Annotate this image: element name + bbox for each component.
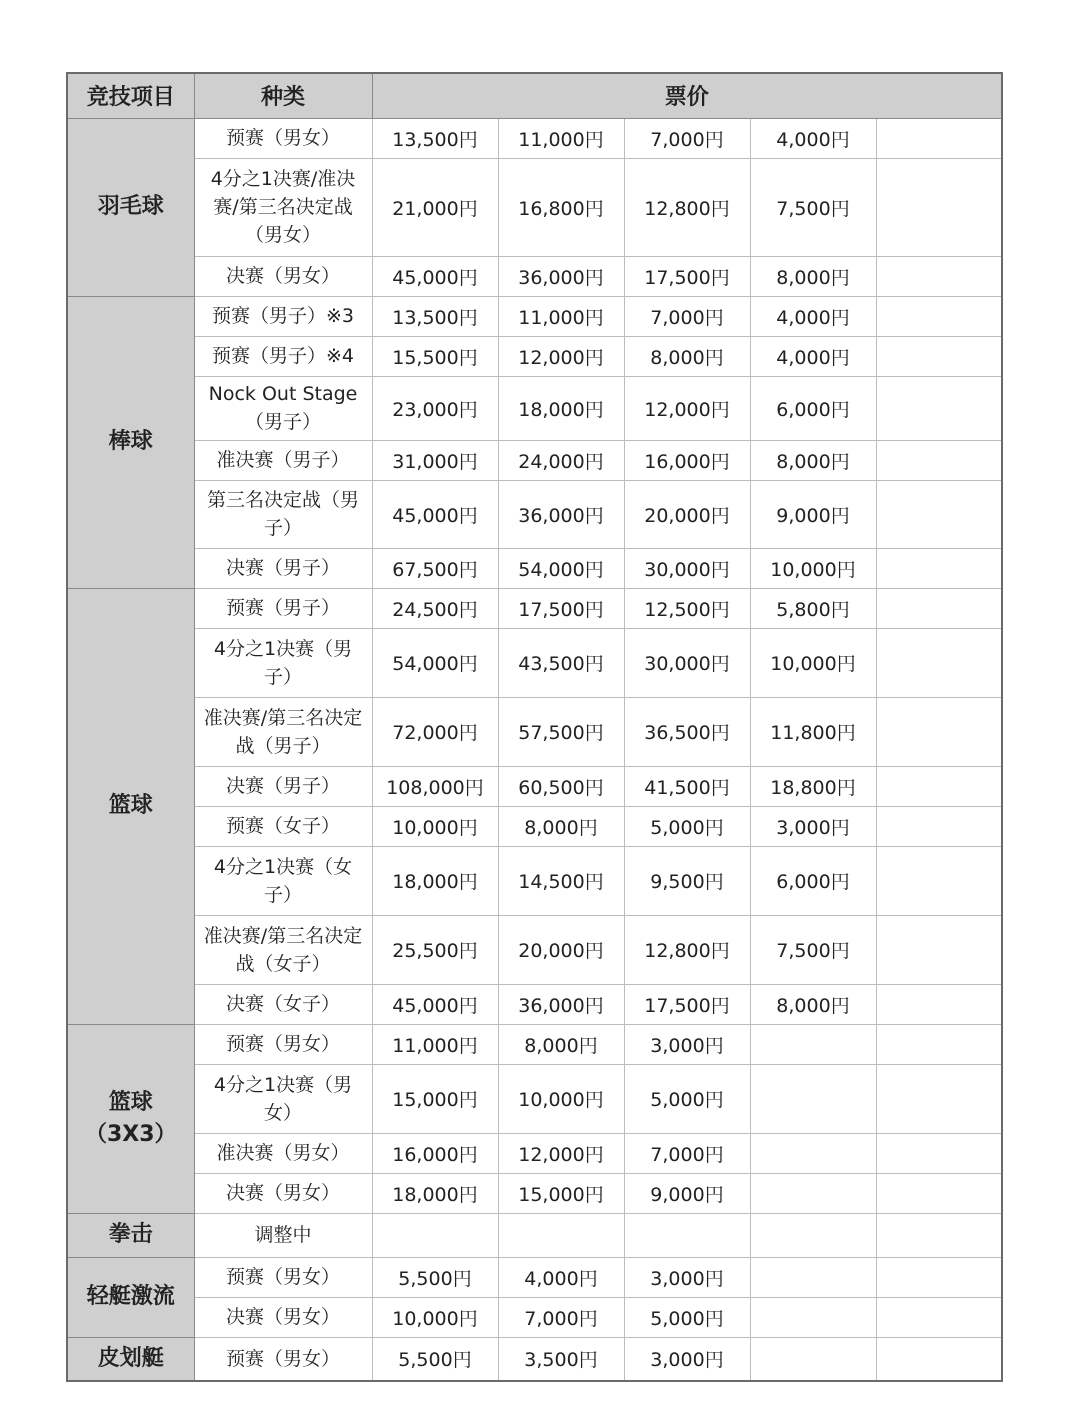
price-cell: 54,000円 — [498, 548, 624, 588]
price-cell: 16,000円 — [372, 1133, 498, 1173]
price-cell — [372, 1213, 498, 1257]
price-cell: 3,500円 — [498, 1337, 624, 1381]
price-cell: 45,000円 — [372, 984, 498, 1024]
price-cell: 8,000円 — [750, 984, 876, 1024]
price-cell: 11,000円 — [498, 118, 624, 158]
event-type-cell: 预赛（男子）※4 — [194, 336, 372, 376]
price-cell — [750, 1213, 876, 1257]
price-cell: 5,000円 — [624, 1064, 750, 1133]
table-row — [67, 1024, 1002, 1064]
price-cell: 10,000円 — [750, 628, 876, 697]
price-cell: 36,000円 — [498, 256, 624, 296]
event-type-cell: 决赛（女子） — [194, 984, 372, 1024]
table-row — [67, 766, 1002, 806]
price-cell: 41,500円 — [624, 766, 750, 806]
price-cell: 7,000円 — [498, 1297, 624, 1337]
price-cell: 21,000円 — [372, 158, 498, 256]
price-cell: 67,500円 — [372, 548, 498, 588]
price-cell: 12,000円 — [624, 376, 750, 440]
event-type-cell: 4分之1决赛/准决赛/第三名决定战（男女） — [194, 158, 372, 256]
price-cell — [750, 1024, 876, 1064]
sport-name-cell: 篮球 — [67, 588, 194, 1024]
price-cell: 5,800円 — [750, 588, 876, 628]
sport-name-cell: 棒球 — [67, 296, 194, 588]
price-cell: 3,000円 — [624, 1024, 750, 1064]
price-cell: 4,000円 — [750, 296, 876, 336]
header-sport: 竞技项目 — [67, 73, 194, 118]
price-cell — [876, 846, 1002, 915]
price-cell: 8,000円 — [624, 336, 750, 376]
price-cell — [876, 697, 1002, 766]
table-row — [67, 440, 1002, 480]
price-cell: 7,500円 — [750, 915, 876, 984]
table-row — [67, 1064, 1002, 1133]
price-cell — [876, 628, 1002, 697]
price-cell: 17,500円 — [624, 984, 750, 1024]
event-type-cell: 4分之1决赛（男子） — [194, 628, 372, 697]
price-cell: 8,000円 — [498, 1024, 624, 1064]
event-type-cell: 决赛（男女） — [194, 1173, 372, 1213]
price-cell: 10,000円 — [372, 806, 498, 846]
price-cell: 9,500円 — [624, 846, 750, 915]
price-cell: 8,000円 — [498, 806, 624, 846]
price-cell — [750, 1297, 876, 1337]
price-cell — [876, 1173, 1002, 1213]
table-row — [67, 915, 1002, 984]
price-cell: 45,000円 — [372, 480, 498, 548]
price-cell — [876, 118, 1002, 158]
ticket-price-table — [66, 72, 1003, 1382]
price-cell: 30,000円 — [624, 548, 750, 588]
price-cell — [750, 1133, 876, 1173]
event-type-cell: 准决赛（男女） — [194, 1133, 372, 1173]
price-cell: 11,000円 — [372, 1024, 498, 1064]
event-type-cell: 预赛（男子） — [194, 588, 372, 628]
price-cell: 13,500円 — [372, 118, 498, 158]
price-cell: 36,000円 — [498, 984, 624, 1024]
price-cell: 7,000円 — [624, 118, 750, 158]
price-cell — [876, 296, 1002, 336]
price-cell: 16,000円 — [624, 440, 750, 480]
price-cell: 20,000円 — [624, 480, 750, 548]
price-cell — [876, 588, 1002, 628]
table-row — [67, 1337, 1002, 1381]
price-cell: 17,500円 — [624, 256, 750, 296]
table-row — [67, 480, 1002, 548]
price-cell: 16,800円 — [498, 158, 624, 256]
price-cell — [876, 158, 1002, 256]
event-type-cell: 决赛（男女） — [194, 1297, 372, 1337]
header-type: 种类 — [194, 73, 372, 118]
price-cell — [876, 376, 1002, 440]
table-row — [67, 628, 1002, 697]
price-cell: 24,500円 — [372, 588, 498, 628]
table-row — [67, 336, 1002, 376]
price-cell — [750, 1173, 876, 1213]
price-cell — [624, 1213, 750, 1257]
price-cell — [876, 915, 1002, 984]
price-cell: 4,000円 — [498, 1257, 624, 1297]
price-cell — [876, 806, 1002, 846]
price-cell: 18,000円 — [372, 846, 498, 915]
table-row — [67, 1257, 1002, 1297]
event-type-cell: 决赛（男子） — [194, 766, 372, 806]
event-type-cell: 准决赛/第三名决定战（男子） — [194, 697, 372, 766]
price-cell: 12,800円 — [624, 158, 750, 256]
event-type-cell: 4分之1决赛（女子） — [194, 846, 372, 915]
price-cell: 4,000円 — [750, 336, 876, 376]
price-cell: 12,000円 — [498, 1133, 624, 1173]
table-body — [67, 118, 1002, 1381]
price-cell — [876, 548, 1002, 588]
price-cell — [876, 1337, 1002, 1381]
price-cell — [750, 1257, 876, 1297]
table-row — [67, 376, 1002, 440]
price-cell: 108,000円 — [372, 766, 498, 806]
price-cell: 11,000円 — [498, 296, 624, 336]
price-cell: 57,500円 — [498, 697, 624, 766]
price-cell: 14,500円 — [498, 846, 624, 915]
event-type-cell: 预赛（男女） — [194, 1257, 372, 1297]
price-cell: 7,500円 — [750, 158, 876, 256]
price-cell: 9,000円 — [750, 480, 876, 548]
table-row — [67, 806, 1002, 846]
price-cell — [498, 1213, 624, 1257]
price-cell: 12,000円 — [498, 336, 624, 376]
table-row — [67, 984, 1002, 1024]
price-cell — [876, 440, 1002, 480]
table-row — [67, 1213, 1002, 1257]
price-cell: 23,000円 — [372, 376, 498, 440]
price-cell: 15,000円 — [498, 1173, 624, 1213]
price-cell — [876, 336, 1002, 376]
price-cell: 30,000円 — [624, 628, 750, 697]
event-type-cell: 调整中 — [194, 1213, 372, 1257]
price-cell: 6,000円 — [750, 846, 876, 915]
price-cell: 15,500円 — [372, 336, 498, 376]
price-cell — [876, 1133, 1002, 1173]
price-cell: 72,000円 — [372, 697, 498, 766]
price-cell: 12,500円 — [624, 588, 750, 628]
header-row — [67, 73, 1002, 118]
price-cell: 7,000円 — [624, 296, 750, 336]
price-cell — [876, 480, 1002, 548]
price-cell — [876, 1024, 1002, 1064]
header-price: 票价 — [372, 73, 1002, 118]
price-cell: 10,000円 — [750, 548, 876, 588]
price-cell: 25,500円 — [372, 915, 498, 984]
table-row — [67, 256, 1002, 296]
event-type-cell: 预赛（女子） — [194, 806, 372, 846]
event-type-cell: 准决赛（男子） — [194, 440, 372, 480]
price-cell: 60,500円 — [498, 766, 624, 806]
price-cell: 5,000円 — [624, 806, 750, 846]
price-cell: 7,000円 — [624, 1133, 750, 1173]
price-cell: 8,000円 — [750, 256, 876, 296]
price-cell: 5,500円 — [372, 1337, 498, 1381]
event-type-cell: Nock Out Stage（男子） — [194, 376, 372, 440]
price-cell: 24,000円 — [498, 440, 624, 480]
sport-name-cell: 篮球（3X3） — [67, 1024, 194, 1213]
table-row — [67, 697, 1002, 766]
sport-name-cell: 拳击 — [67, 1213, 194, 1257]
price-cell: 31,000円 — [372, 440, 498, 480]
sport-name-cell: 羽毛球 — [67, 118, 194, 296]
event-type-cell: 预赛（男女） — [194, 1337, 372, 1381]
price-cell: 6,000円 — [750, 376, 876, 440]
price-cell: 43,500円 — [498, 628, 624, 697]
table-row — [67, 296, 1002, 336]
price-cell: 12,800円 — [624, 915, 750, 984]
table-row — [67, 118, 1002, 158]
price-cell — [876, 1064, 1002, 1133]
event-type-cell: 预赛（男女） — [194, 118, 372, 158]
event-type-cell: 决赛（男子） — [194, 548, 372, 588]
event-type-cell: 4分之1决赛（男女） — [194, 1064, 372, 1133]
price-cell: 20,000円 — [498, 915, 624, 984]
event-type-cell: 第三名决定战（男子） — [194, 480, 372, 548]
price-cell — [876, 766, 1002, 806]
price-cell: 3,000円 — [624, 1257, 750, 1297]
price-cell: 11,800円 — [750, 697, 876, 766]
price-cell: 45,000円 — [372, 256, 498, 296]
price-cell: 3,000円 — [624, 1337, 750, 1381]
price-cell — [750, 1337, 876, 1381]
price-cell: 36,000円 — [498, 480, 624, 548]
table-row — [67, 1297, 1002, 1337]
price-cell — [876, 256, 1002, 296]
table-row — [67, 588, 1002, 628]
price-cell — [876, 984, 1002, 1024]
table-row — [67, 1173, 1002, 1213]
price-cell: 36,500円 — [624, 697, 750, 766]
price-cell: 15,000円 — [372, 1064, 498, 1133]
price-cell: 18,000円 — [498, 376, 624, 440]
event-type-cell: 准决赛/第三名决定战（女子） — [194, 915, 372, 984]
table-row — [67, 158, 1002, 256]
price-cell: 3,000円 — [750, 806, 876, 846]
sport-name-cell: 皮划艇 — [67, 1337, 194, 1381]
table-row — [67, 846, 1002, 915]
price-cell: 17,500円 — [498, 588, 624, 628]
price-cell — [876, 1297, 1002, 1337]
event-type-cell: 决赛（男女） — [194, 256, 372, 296]
event-type-cell: 预赛（男女） — [194, 1024, 372, 1064]
event-type-cell: 预赛（男子）※3 — [194, 296, 372, 336]
table-row — [67, 1133, 1002, 1173]
price-cell: 18,000円 — [372, 1173, 498, 1213]
sport-name-cell: 轻艇激流 — [67, 1257, 194, 1337]
price-cell — [876, 1213, 1002, 1257]
price-cell: 4,000円 — [750, 118, 876, 158]
price-cell: 10,000円 — [372, 1297, 498, 1337]
price-cell — [876, 1257, 1002, 1297]
price-cell: 5,500円 — [372, 1257, 498, 1297]
price-cell — [750, 1064, 876, 1133]
price-cell: 9,000円 — [624, 1173, 750, 1213]
price-cell: 54,000円 — [372, 628, 498, 697]
price-cell: 10,000円 — [498, 1064, 624, 1133]
price-cell: 5,000円 — [624, 1297, 750, 1337]
price-cell: 13,500円 — [372, 296, 498, 336]
price-cell: 18,800円 — [750, 766, 876, 806]
table-row — [67, 548, 1002, 588]
price-cell: 8,000円 — [750, 440, 876, 480]
